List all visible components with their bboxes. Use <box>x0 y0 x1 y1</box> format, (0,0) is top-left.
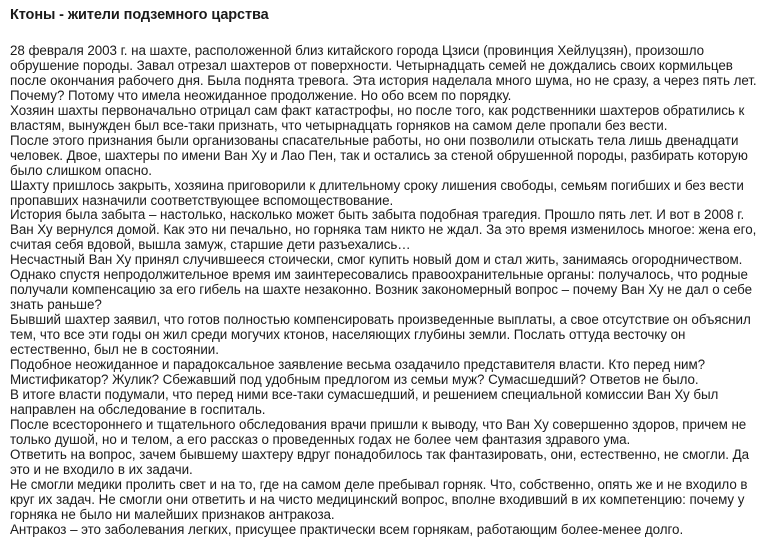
paragraph: Шахту пришлось закрыть, хозяина приговорили к длительному сроку лишения свободы, семьям погибших и без вести пропавших назначили соответствующее вспомоществование. <box>10 177 744 208</box>
paragraph: Подобное неожиданное и парадоксальное заявление весьма озадачило представителя власти. Кто перед ним? Мистификатор? Жулик? Сбежавший под удобным предлогом из семьи муж? Сумасшедший? Ответов не было. <box>10 357 706 387</box>
paragraph: Антракоз – это заболевания легких, присущее практически всем горнякам, работающим более-менее долго. <box>10 521 684 537</box>
paragraph: Не смогли медики пролить свет и на то, где на самом деле пребывал горняк. Что, собственно, опять же и не входило в круг их задач. Не смогли они ответить и на чисто медицинский вопрос, вполне входивший в их компетенцию: почему у горняка не было ни малейших признаков антракоза. <box>10 476 748 522</box>
paragraph: После всестороннего и тщательного обследования врачи пришли к выводу, что Ван Ху совершенно здоров, причем не только душой, но и телом, а его рассказ о проведенных годах не более чем фантазия здравого ума. <box>10 416 747 447</box>
paragraph: Несчастный Ван Ху принял случившееся стоически, смог купить новый дом и стал жить, занимаясь огородничеством. <box>10 252 743 268</box>
paragraph: 28 февраля 2003 г. на шахте, расположенной близ китайского города Цзиси (провинция Хейлуцзян), произошло обрушение породы. Завал отрезал шахтеров от поверхности. Четырнадцать семей не дождались своих кормильцев после окончания рабочего дня. Была поднята тревога. Эта история наделала много шума, но не сразу, а через пять лет. Почему? Потому что имела неожиданное продолжение. Но обо всем по порядку. <box>10 43 757 103</box>
paragraph: Бывший шахтер заявил, что готов полностью компенсировать произведенные выплаты, а свое отсутствие он объяснил тем, что все эти годы он жил среди могучих ктонов, населяющих глубины земли. Послать оттуда весточку он естественно, был не в состоянии. <box>10 312 751 358</box>
article-title: Ктоны - жители подземного царства <box>10 7 269 23</box>
article-body <box>10 44 761 537</box>
paragraph: История была забыта – настолько, насколько может быть забыта подобная трагедия. Прошло пять лет. И вот в 2008 г. Ван Ху вернулся домой. Как это ни печально, но горняка там никто не ждал. За это время изменилось многое: жена его, считая себя вдовой, вышла замуж, старшие дети разъехались… <box>10 207 757 253</box>
paragraph: Однако спустя непродолжительное время им заинтересовались правоохранительные органы: получалось, что родные получали компенсацию за его гибель на шахте незаконно. Возник закономерный вопрос – почему Ван Ху не дал о себе знать раньше? <box>10 267 753 313</box>
paragraph: Хозяин шахты первоначально отрицал сам факт катастрофы, но после того, как родственники шахтеров обратились к властям, вынужден был все-таки признать, что четырнадцать горняков на самом деле пропали без вести. <box>10 102 745 133</box>
paragraph: В итоге власти подумали, что перед ними все-таки сумасшедший, и решением специальной комиссии Ван Ху был направлен на обследование в госпиталь. <box>10 386 719 417</box>
paragraph: Ответить на вопрос, зачем бывшему шахтеру вдруг понадобилось так фантазировать, они, естественно, не смогли. Да это и не входило в их задачи. <box>10 446 750 477</box>
paragraph: После этого признания были организованы спасательные работы, но они позволили отыскать тела лишь двенадцати человек. Двое, шахтеры по имени Ван Ху и Лао Пен, так и остались за стеной обрушенной породы, разбирать которую было слишком опасно. <box>10 132 748 178</box>
